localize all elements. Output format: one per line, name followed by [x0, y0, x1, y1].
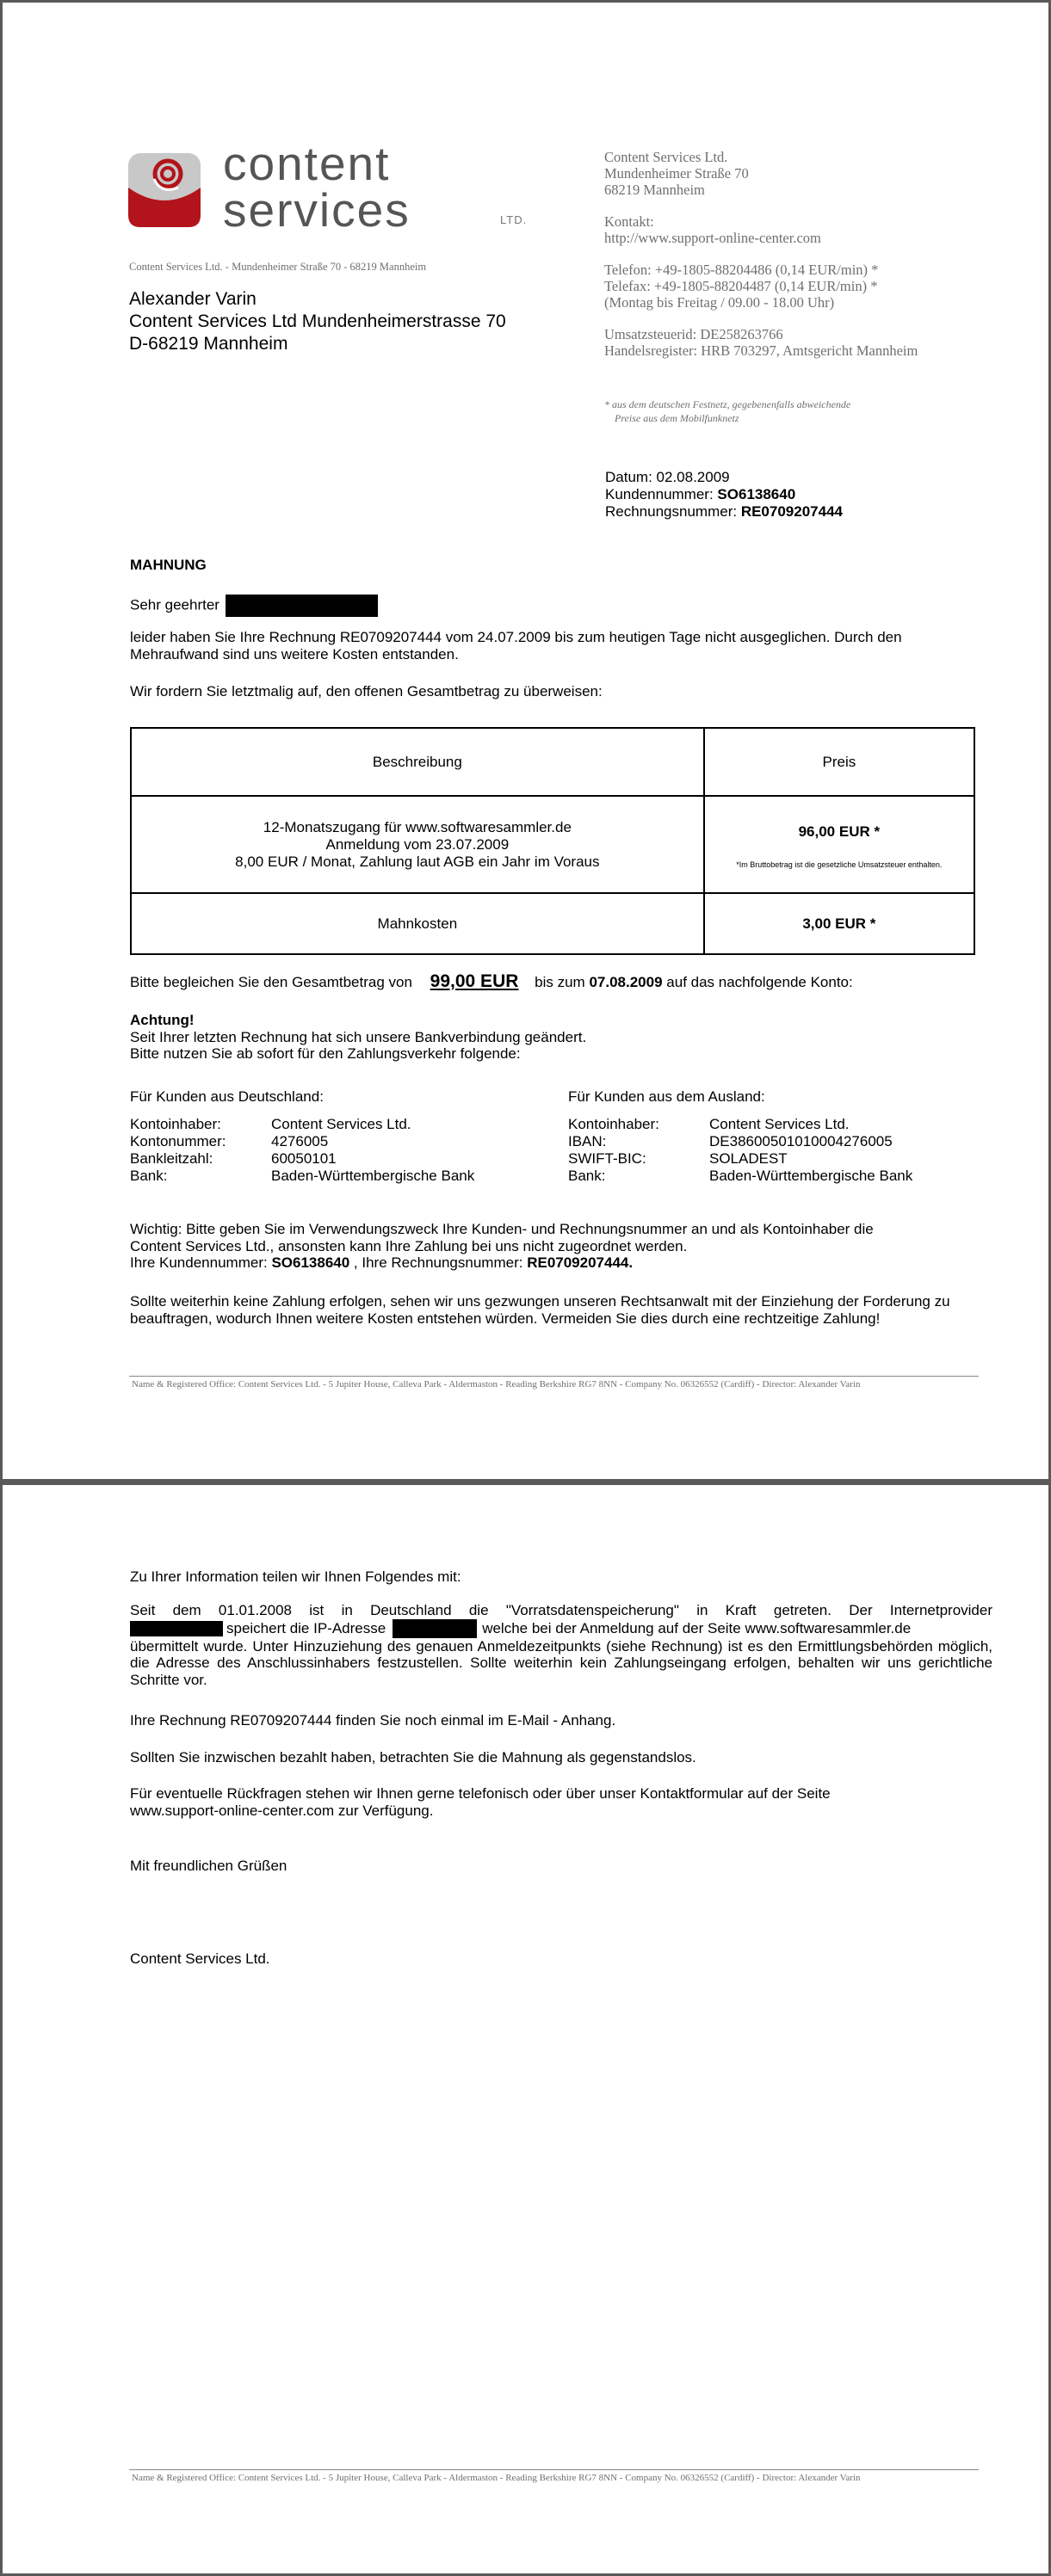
page-footer: Name & Registered Office: Content Services Ltd. - 5 Jupiter House, Calleva Park - Aldermaston - Reading Berkshire RG7 8NN - Company No. 06326552 (Cardiff) - Director: Alexander Varin — [132, 2473, 861, 2483]
info-paragraph-1 — [130, 1602, 992, 1688]
bank-int-row — [568, 1168, 912, 1185]
logo-ltd: LTD. — [500, 213, 528, 226]
company-city: 68219 Mannheim — [604, 182, 705, 198]
bank-de-row — [130, 1150, 474, 1168]
content-services-logo-icon — [128, 153, 201, 227]
company-hours: (Montag bis Freitag / 09.00 - 18.00 Uhr) — [604, 294, 835, 311]
important-line-1: Wichtig: Bitte geben Sie im Verwendungszweck Ihre Kunden- und Rechnungsnummer an und als Kontoinhaber die — [130, 1221, 874, 1237]
payment-due-date: 07.08.2009 — [589, 974, 663, 990]
important-customer-value: SO6138640 — [271, 1254, 350, 1271]
payment-request — [130, 973, 853, 991]
bank-int-value: SOLADEST — [709, 1150, 788, 1167]
logo-line-1: content — [223, 137, 391, 190]
bank-de-value: 60050101 — [271, 1150, 337, 1167]
info-p1-ip-label: speichert die IP-Adresse — [226, 1619, 386, 1636]
bank-int-key: SWIFT-BIC: — [568, 1150, 646, 1167]
info-p1-site-text: welche bei der Anmeldung auf der Seite www.softwaresammler.de — [482, 1619, 912, 1636]
phone-price-note — [604, 397, 850, 425]
letter-paragraph-1: leider haben Sie Ihre Rechnung RE0709207444 vom 24.07.2009 bis zum heutigen Tage nicht ausgeglichen. Durch den Mehraufwand sind uns weitere Kosten entstanden. — [130, 629, 902, 662]
bank-de-heading: Für Kunden aus Deutschland: — [130, 1088, 324, 1105]
bank-int-key: Bank: — [568, 1168, 606, 1184]
bank-de-row — [130, 1116, 474, 1133]
bank-de-key: Kontoinhaber: — [130, 1116, 221, 1132]
company-register: Handelsregister: HRB 703297, Amtsgericht Mannheim — [604, 342, 918, 359]
company-info-block — [604, 149, 918, 359]
redacted-name-bar — [226, 595, 378, 617]
redacted-ip-bar — [393, 1619, 477, 1638]
document-meta — [605, 469, 843, 521]
customer-number-value: SO6138640 — [717, 486, 796, 502]
bank-de-value: Content Services Ltd. — [271, 1116, 411, 1132]
salutation-text: Sehr geehrter — [130, 596, 219, 613]
important-customer-label: Ihre Kundennummer: — [130, 1254, 268, 1271]
payment-text-pre: Bitte begleichen Sie den Gesamtbetrag von — [130, 974, 412, 990]
table-row — [131, 893, 974, 954]
phone-note-line-2: Preise aus dem Mobilfunknetz — [615, 412, 739, 424]
bank-int-row — [568, 1116, 912, 1133]
bank-de-key: Bankleitzahl: — [130, 1150, 213, 1167]
bank-details-international — [568, 1088, 912, 1185]
attention-line-1: Seit Ihrer letzten Rechnung hat sich unsere Bankverbindung geändert. — [130, 1028, 587, 1045]
salutation — [130, 595, 378, 617]
info-intro: Zu Ihrer Information teilen wir Ihnen Folgendes mit: — [130, 1568, 461, 1585]
closing-greeting: Mit freundlichen Grüßen — [130, 1858, 287, 1874]
bank-details-germany — [130, 1088, 474, 1185]
redacted-provider-bar — [130, 1621, 223, 1636]
bank-de-key: Bank: — [130, 1168, 168, 1184]
bank-int-value: DE38600501010004276005 — [709, 1133, 893, 1149]
table-row — [131, 796, 974, 893]
payment-text-post: auf das nachfolgende Konto: — [666, 974, 853, 990]
important-line-2: Content Services Ltd., ansonsten kann Ihre Zahlung bei uns nicht zugeordnet werden. — [130, 1237, 688, 1254]
bank-de-key: Kontonummer: — [130, 1133, 226, 1149]
invoice-number-label: Rechnungsnummer: — [605, 503, 738, 520]
footer-divider — [129, 1376, 979, 1377]
bank-de-row — [130, 1168, 474, 1185]
info-paragraph-4: Für eventuelle Rückfragen stehen wir Ihnen gerne telefonisch oder über unser Kontaktformular auf der Seite www.support-online-center.com zur Verfügung. — [130, 1785, 831, 1819]
info-p1-line-2 — [130, 1619, 992, 1638]
payment-amount: 99,00 EUR — [430, 971, 519, 991]
footer-divider — [129, 2469, 979, 2470]
bank-de-value: Baden-Württembergische Bank — [271, 1168, 475, 1184]
company-street: Mundenheimer Straße 70 — [604, 165, 749, 182]
sender-return-line: Content Services Ltd. - Mundenheimer Straße 70 - 68219 Mannheim — [129, 261, 427, 273]
company-name: Content Services Ltd. — [604, 149, 728, 165]
invoice-table — [130, 727, 975, 955]
contact-url: http://www.support-online-center.com — [604, 230, 821, 246]
row1-line-2: Anmeldung vom 23.07.2009 — [325, 835, 510, 853]
company-phone: Telefon: +49-1805-88204486 (0,14 EUR/min) * — [604, 262, 879, 278]
company-fax: Telefax: +49-1805-88204487 (0,14 EUR/min) * — [604, 278, 878, 294]
recipient-street: Content Services Ltd Mundenheimerstrasse 70 — [129, 311, 506, 331]
row1-vat-note: *Im Bruttobetrag ist die gesetzliche Umsatzsteuer enthalten. — [736, 860, 943, 869]
invoice-number-value: RE0709207444 — [740, 503, 843, 520]
info-p1-line-1: Seit dem 01.01.2008 ist in Deutschland die "Vorratsdatenspeicherung" in Kraft getreten. Der Internetprovider — [130, 1602, 992, 1618]
table-header-price: Preis — [704, 728, 974, 796]
bank-int-value: Content Services Ltd. — [709, 1116, 850, 1132]
phone-note-line-1: * aus dem deutschen Festnetz, gegebenenfalls abweichende — [604, 398, 851, 410]
important-invoice-value: RE0709207444. — [527, 1254, 634, 1271]
info-paragraph-2: Ihre Rechnung RE0709207444 finden Sie noch einmal im E-Mail - Anhang. — [130, 1712, 616, 1729]
logo-line-2: services — [223, 183, 411, 237]
letter-paragraph-2: Wir fordern Sie letztmalig auf, den offenen Gesamtbetrag zu überweisen: — [130, 683, 603, 699]
table-cell-price — [704, 796, 974, 893]
bank-int-key: IBAN: — [568, 1133, 607, 1149]
attention-line-2: Bitte nutzen Sie ab sofort für den Zahlungsverkehr folgende: — [130, 1045, 521, 1062]
attention-block — [130, 1012, 586, 1063]
row1-price: 96,00 EUR * — [798, 823, 881, 840]
bank-de-row — [130, 1133, 474, 1150]
signature: Content Services Ltd. — [130, 1950, 270, 1967]
legal-warning: Sollte weiterhin keine Zahlung erfolgen, sehen wir uns gezwungen unseren Rechtsanwalt mit der Einziehung der Forderung zu beauftragen, wodurch Ihnen weitere Kosten entstehen würden. Vermeiden Sie dies durch eine rechtzeitige Zahlung! — [130, 1293, 950, 1327]
logo-wordmark — [223, 137, 411, 237]
payment-text-mid: bis zum — [535, 974, 585, 990]
bank-int-value: Baden-Württembergische Bank — [709, 1168, 913, 1184]
info-p1-rest: übermittelt wurde. Unter Hinzuziehung des genauen Anmeldezeitpunkts (siehe Rechnung) ist es den Ermittlungsbehörden möglich, die Adresse des Anschlussinhabers festzustellen. Sollte weiterhin kein Zahlungseingang erfolgen, behalten wir uns gerichtliche Schritte vor. — [130, 1637, 992, 1688]
table-cell-description: Mahnkosten — [131, 893, 704, 954]
letter-page-2 — [0, 1482, 1051, 2576]
customer-number-label: Kundennummer: — [605, 486, 714, 502]
recipient-name: Alexander Varin — [129, 289, 257, 309]
bank-int-row — [568, 1133, 912, 1150]
recipient-city: D-68219 Mannheim — [129, 334, 288, 354]
important-note — [130, 1221, 874, 1272]
company-tax-id: Umsatzsteuerid: DE258263766 — [604, 326, 783, 342]
date-value: 02.08.2009 — [656, 469, 730, 485]
bank-de-value: 4276005 — [271, 1133, 329, 1149]
table-header-row — [131, 728, 974, 796]
date-label: Datum: — [605, 469, 652, 485]
important-invoice-label: , Ihre Rechnungsnummer: — [353, 1254, 523, 1271]
bank-int-row — [568, 1150, 912, 1168]
recipient-address — [129, 288, 506, 355]
attention-title: Achtung! — [130, 1012, 195, 1028]
table-cell-description — [131, 796, 704, 893]
bank-int-heading: Für Kunden aus dem Ausland: — [568, 1088, 765, 1105]
page-footer: Name & Registered Office: Content Services Ltd. - 5 Jupiter House, Calleva Park - Aldermaston - Reading Berkshire RG7 8NN - Company No. 06326552 (Cardiff) - Director: Alexander Varin — [132, 1379, 861, 1390]
table-cell-price: 3,00 EUR * — [704, 893, 974, 954]
row1-line-3: 8,00 EUR / Monat, Zahlung laut AGB ein Jahr im Voraus — [235, 853, 600, 870]
letter-subject: MAHNUNG — [130, 557, 207, 573]
row1-line-1: 12-Monatszugang für www.softwaresammler.de — [263, 818, 572, 835]
contact-label: Kontakt: — [604, 213, 654, 230]
info-paragraph-3: Sollten Sie inzwischen bezahlt haben, betrachten Sie die Mahnung als gegenstandslos. — [130, 1749, 696, 1766]
bank-int-key: Kontoinhaber: — [568, 1116, 659, 1132]
table-header-description: Beschreibung — [131, 728, 704, 796]
